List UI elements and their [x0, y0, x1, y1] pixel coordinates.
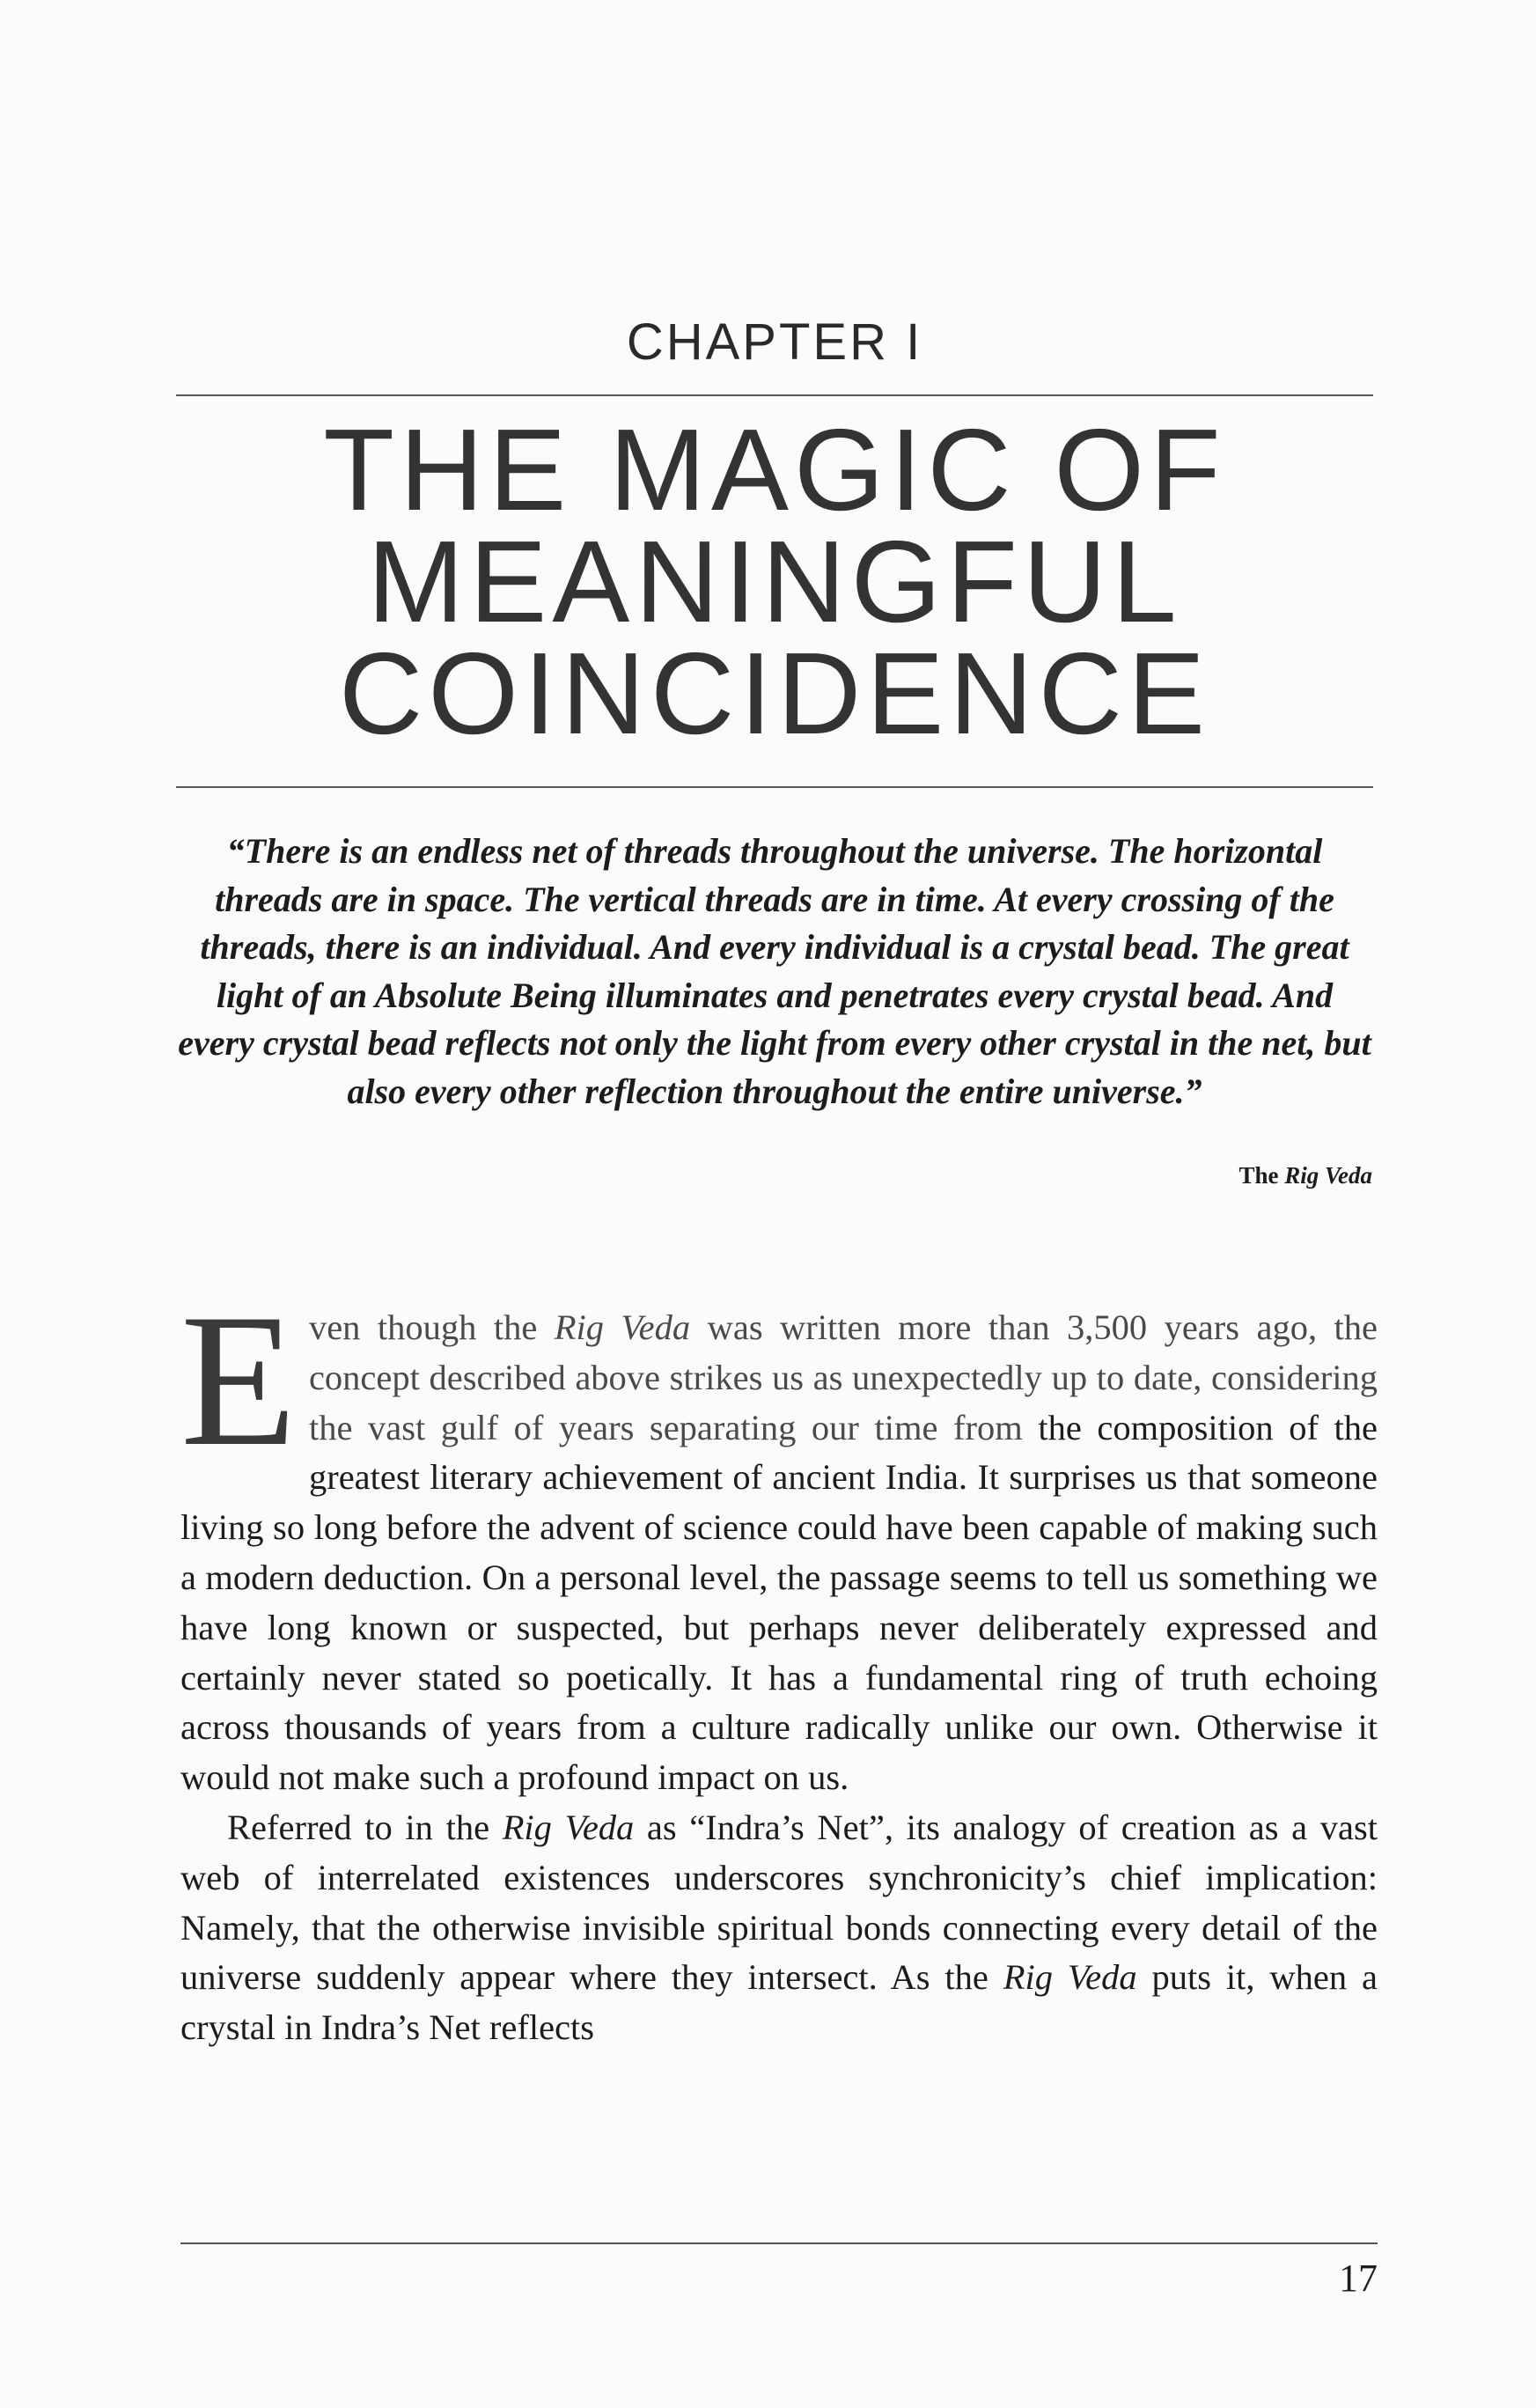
body-text [180, 1275, 1378, 2053]
book-title-ref: Rig Veda [1003, 1957, 1137, 1998]
paragraph-2 [180, 1803, 1378, 2053]
chapter-title-line: THE MAGIC OF [323, 405, 1226, 534]
chapter-title [176, 405, 1373, 758]
drop-cap: E [180, 1275, 297, 1485]
book-title-ref: Rig Veda [554, 1307, 691, 1347]
top-rule [176, 394, 1373, 396]
paragraph-1 [180, 1275, 1378, 1803]
title-rule [176, 786, 1373, 788]
epigraph-attribution [1238, 1162, 1372, 1189]
text-run: was written more than 3,500 years ago, the concept described above strikes us as unexpectedly up to date, considering the vast gulf of years separating our time from [308, 1307, 1378, 1447]
chapter-title-line: MEANINGFUL [367, 517, 1182, 646]
text-run: the composition of the greatest literary achievement of ancient India. It surprises us that someone living so long before the advent of science could have been capable of making such a modern deduction. On a personal level, the passage seems to tell us something we have long known or suspected, but perhaps never deliberately expressed and certainly never stated so poetically. It has a fundamental ring of truth echoing across thousands of years from a culture radically unlike our own. Otherwise it would not make such a profound impact on us. [180, 1407, 1378, 1798]
epigraph-quote: “There is an endless net of threads throughout the universe. The horizontal threads are in space. The vertical threads are in time. At every crossing of the threads, there is an individual. And every individual is a crystal bead. The great light of an Absolute Being illuminates and penetrates every crystal bead. And every crystal bead reflects not only the light from every other crystal in the net, but also every other reflection throughout the entire universe.” [178, 831, 1371, 1111]
attribution-source: Rig Veda [1284, 1162, 1372, 1189]
chapter-label: CHAPTER I [626, 313, 923, 371]
footer-rule [180, 2242, 1378, 2244]
text-run: puts it, when a crystal in Indra’s Net reflects [180, 1957, 1378, 2048]
chapter-title-line: COINCIDENCE [338, 629, 1211, 758]
page-number: 17 [1339, 2257, 1378, 2300]
text-run: ven though the [308, 1307, 555, 1347]
text-run: as “Indra’s Net”, its analogy of creation as a vast web of interrelated existences underscores synchronicity’s chief implication: Namely, that the otherwise invisible spiritual bonds connecting every detail of the universe suddenly appear where they intersect. As the [180, 1807, 1378, 1998]
text-run: Referred to in the [227, 1807, 503, 1847]
book-title-ref: Rig Veda [502, 1807, 635, 1847]
attribution-prefix: The [1238, 1162, 1279, 1189]
